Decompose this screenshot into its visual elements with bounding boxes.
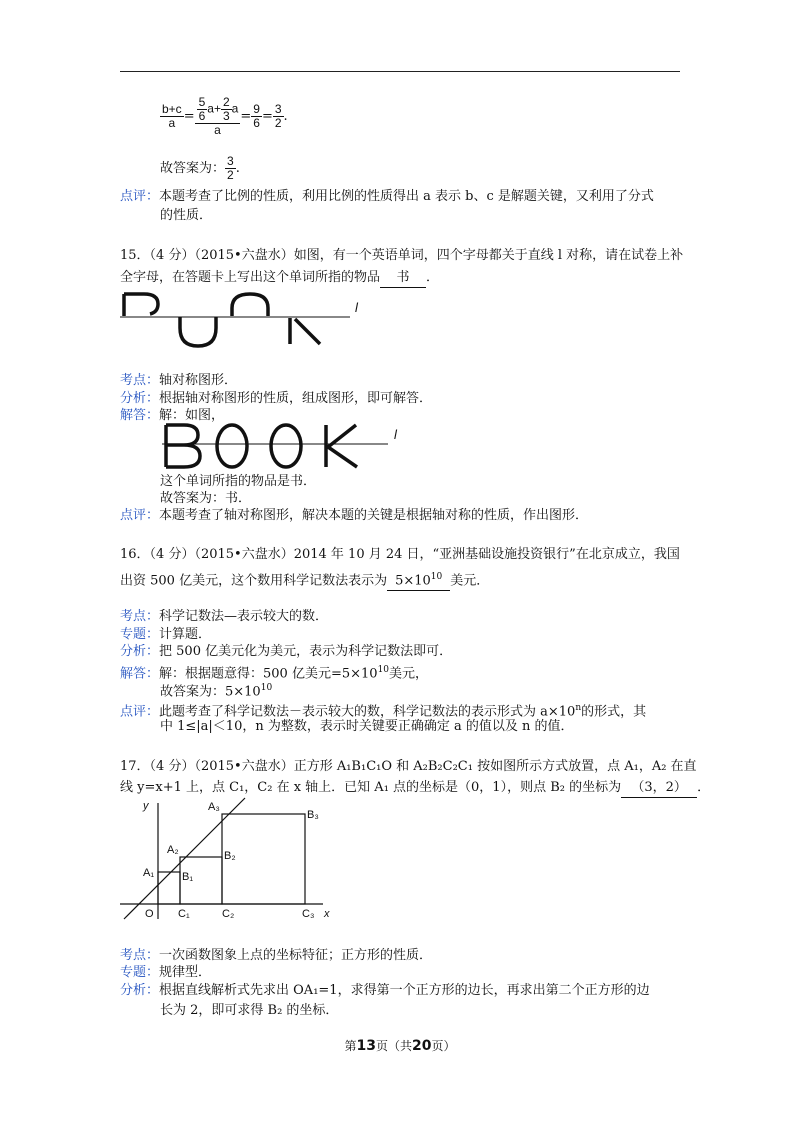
- jieda-tag: 解答：: [120, 666, 160, 682]
- q16-kaodian: [120, 608, 328, 626]
- jieda-end: 美元，: [389, 666, 429, 682]
- answer-blank: 书: [380, 269, 426, 288]
- q16-stem: 16．（4 分）（2015•六盘水）2014 年 10 月 24 日，“亚洲基础设施投资银行”在北京成立，我国: [120, 547, 680, 562]
- letter-o-bottom-half: [180, 317, 216, 346]
- label-y: y: [143, 800, 149, 812]
- letter-k-bottom-half: [290, 318, 320, 344]
- fenxi-text: 把 500 亿美元化为美元，表示为科学记数法即可．: [159, 644, 453, 659]
- q17-kaodian: [120, 947, 432, 965]
- period: ．: [697, 780, 711, 795]
- q15-kaodian: [120, 372, 237, 390]
- numerator: 3: [274, 102, 282, 116]
- fenxi-tag: 分析：: [120, 644, 160, 659]
- fenxi-tag: 分析：: [120, 983, 160, 998]
- exponent: 10: [377, 665, 390, 675]
- letter-b: [166, 425, 200, 467]
- comment-tag: 点评：: [120, 704, 160, 720]
- letter-o-first: [217, 425, 247, 467]
- comment-text: 此题考查了科学记数法－表示较大的数，科学记数法的表示形式为 a×10: [159, 704, 576, 720]
- comment-text: 本题考查了比例的性质，利用比例的性质得出 a 表示 b、c 是解题关键，又利用了分式: [159, 189, 654, 204]
- denominator: 2: [274, 116, 282, 130]
- lhs-fraction: [160, 103, 184, 130]
- equals-sign: =: [261, 109, 273, 124]
- stem-text: 线 y=x+1 上，点 C₁，C₂ 在 x 轴上．已知 A₁ 点的坐标是（0，1），则点 B₂ 的坐标为: [120, 780, 622, 795]
- q17-squares-figure: [118, 795, 340, 923]
- comment-tag: 点评：: [120, 189, 160, 204]
- q15-answer: 故答案为：书．: [160, 491, 252, 506]
- q15-fenxi: [120, 390, 432, 408]
- answer-blank: [387, 568, 450, 591]
- denominator: 2: [227, 168, 234, 182]
- comment-end: 的形式，其: [581, 704, 647, 720]
- label-a2: A₂: [167, 844, 179, 856]
- q15-stem-cont: [120, 269, 439, 288]
- label-b3: B₃: [307, 809, 319, 821]
- label-a3: A₃: [208, 801, 220, 813]
- compound-fraction: [195, 96, 241, 137]
- zhuanti-tag: 专题：: [120, 965, 160, 980]
- label-c3: C₃: [302, 908, 315, 920]
- page-footer: [0, 1037, 800, 1054]
- q15-result: 这个单词所指的物品是书．: [160, 474, 317, 489]
- label-b1: B₁: [182, 871, 194, 883]
- jieda-text: 解：根据题意得：500 亿美元=5×10: [159, 666, 378, 682]
- q16-stem-cont: [120, 568, 489, 591]
- zhuanti-text: 规律型．: [159, 965, 212, 980]
- numerator: [195, 96, 241, 124]
- q16-zhuanti: [120, 626, 211, 644]
- q17-zhuanti: [120, 964, 211, 982]
- jieda-text: 解：如图，: [159, 408, 225, 423]
- kaodian-tag: 考点：: [120, 948, 160, 963]
- q17-fenxi: [120, 982, 650, 1000]
- q17-stem: 17．（4 分）（2015•六盘水）正方形 A₁B₁C₁O 和 A₂B₂C₂C₁ 按如图所示方式放置，点 A₁，A₂ 在直: [120, 759, 697, 774]
- stem-end: 美元．: [450, 573, 490, 589]
- denominator: 6: [198, 109, 206, 123]
- fenxi-text: 根据直线解析式先求出 OA₁=1，求得第一个正方形的边长，再求出第二个正方形的边: [159, 983, 650, 998]
- period: ．: [426, 270, 440, 285]
- label-c2: C₂: [222, 908, 235, 920]
- q15-solution-figure: [160, 420, 410, 472]
- q14-answer: [160, 155, 240, 182]
- comment-text: 本题考查了轴对称图形，解决本题的关键是根据轴对称的性质，作出图形．: [159, 508, 589, 523]
- q14-formula: $\frac{b+c}{a}$ = $\frac{5}{6}$ a+ $\frac{2}{3}$ a a = $\frac{9}{6}$ = $\frac{3}{2}$ .: [162, 95, 288, 137]
- term: a+: [207, 101, 221, 116]
- period: .: [235, 161, 240, 176]
- q14-comment: [120, 188, 654, 206]
- q15-comment: [120, 507, 588, 525]
- denominator: 3: [222, 109, 230, 123]
- equals-sign: =: [240, 109, 252, 124]
- kaodian-tag: 考点：: [120, 609, 160, 624]
- letter-o-top-half: [232, 294, 268, 316]
- label-a1: A₁: [143, 867, 155, 879]
- letter-b-top-half: [124, 294, 158, 316]
- q16-answer: [160, 679, 272, 701]
- numerator: 9: [253, 102, 260, 116]
- answer-value: 5×10: [395, 573, 431, 589]
- axis-label: l: [394, 427, 397, 442]
- exponent: 10: [430, 572, 443, 582]
- q15-puzzle-figure: [118, 288, 368, 350]
- page-number: 13: [356, 1038, 376, 1054]
- q16-comment-cont: 中 1≤|a|＜10，n 为整数，表示时关键要正确确定 a 的值以及 n 的值．: [160, 719, 574, 734]
- exponent: 10: [260, 683, 273, 693]
- letter-o-second: [271, 425, 301, 467]
- numerator: 2: [222, 95, 230, 109]
- footer-text: 页）: [431, 1039, 456, 1053]
- comment-tag: 点评：: [120, 508, 160, 523]
- denominator: a: [214, 123, 221, 137]
- stem-text: 全字母，在答题卡上写出这个单词所指的物品: [120, 270, 381, 285]
- kaodian-text: 一次函数图象上点的坐标特征；正方形的性质．: [159, 948, 433, 963]
- label-c1: C₁: [178, 908, 190, 920]
- kaodian-text: 科学记数法—表示较大的数．: [159, 609, 329, 624]
- zhuanti-text: 计算题．: [159, 627, 212, 642]
- footer-text: 第: [344, 1039, 357, 1053]
- page-total: 20: [412, 1038, 432, 1054]
- letter-k: [326, 425, 357, 467]
- label-x: x: [324, 908, 330, 920]
- q16-fenxi: [120, 643, 452, 661]
- denominator: 6: [253, 116, 260, 130]
- exponent: n: [575, 703, 582, 713]
- zhuanti-tag: 专题：: [120, 627, 160, 642]
- term: a: [231, 101, 239, 116]
- denominator: a: [168, 116, 176, 130]
- square-1: [158, 872, 180, 904]
- stem-text: 出资 500 亿美元，这个数用科学记数法表示为: [120, 573, 388, 589]
- jieda-tag: 解答：: [120, 408, 160, 423]
- q14-comment-cont: 的性质．: [160, 208, 213, 223]
- fenxi-text: 根据轴对称图形的性质，组成图形，即可解答．: [159, 391, 433, 406]
- footer-text: 页（共: [375, 1039, 412, 1053]
- numerator: 5: [198, 95, 206, 109]
- answer-prefix: 故答案为：: [160, 161, 226, 176]
- numerator: 3: [227, 154, 234, 168]
- kaodian-tag: 考点：: [120, 373, 160, 388]
- label-o: O: [145, 908, 154, 920]
- period: .: [283, 109, 288, 124]
- label-b2: B₂: [224, 850, 236, 862]
- fenxi-tag: 分析：: [120, 391, 160, 406]
- answer-blank: （3，2）: [621, 779, 697, 798]
- top-rule: [120, 71, 680, 72]
- numerator: b+c: [162, 102, 182, 116]
- q15-stem: 15．（4 分）（2015•六盘水）如图，有一个英语单词，四个字母都关于直线 l 对称，请在试卷上补: [120, 248, 684, 263]
- answer-text: 故答案为：5×10: [160, 684, 261, 700]
- q17-fenxi-cont: 长为 2，即可求得 B₂ 的坐标．: [160, 1003, 339, 1018]
- kaodian-text: 轴对称图形．: [159, 373, 238, 388]
- axis-label: l: [355, 300, 358, 315]
